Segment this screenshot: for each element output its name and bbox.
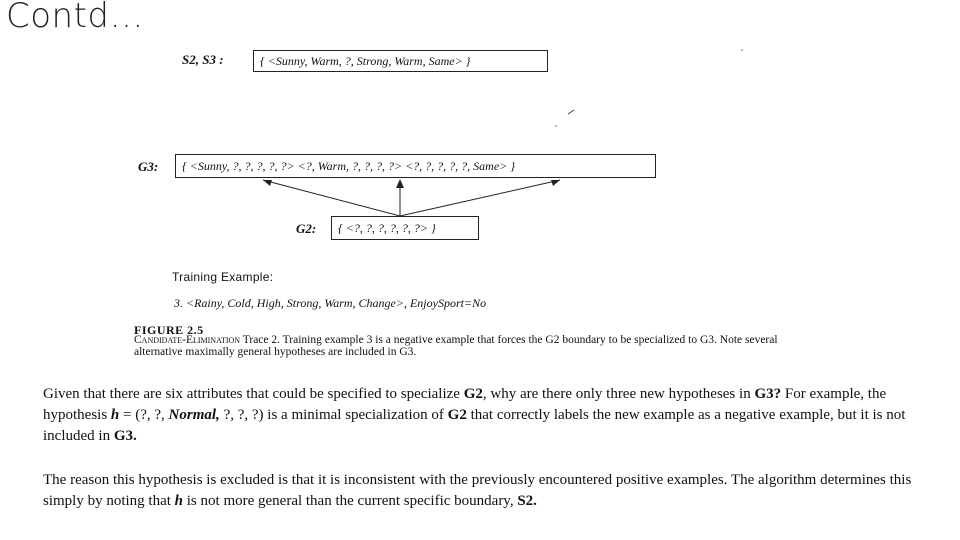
- p1-text-4: = (?, ?,: [119, 407, 169, 423]
- g3-label: G3:: [138, 159, 159, 174]
- p2-text-1: The reason this hypothesis is excluded is that it is inconsistent with the previously encountered positive examples. The algorithm determines this simply by noting that: [43, 472, 912, 509]
- p2-s2-term: S2.: [517, 493, 537, 509]
- arrow-g2-to-g3-left: [263, 180, 400, 216]
- p1-text-1: Given that there are six attributes that could be specified to specialize: [43, 386, 464, 402]
- caption-body: Trace 2. Training example 3 is a negative example that forces the G2 boundary to be specialized to G3. Note several alternative maximally general hypotheses are included in G3.: [134, 334, 778, 358]
- p1-text-3: For example, the hypothesis: [43, 386, 887, 423]
- figure-caption-heading: FIGURE 2.5: [134, 323, 204, 337]
- p2-h-term: h: [174, 493, 184, 509]
- s2-s3-box: { <Sunny, Warm, ?, Strong, Warm, Same> }: [253, 50, 548, 72]
- p1-g2-term-2: G2: [447, 407, 467, 423]
- caption-algorithm-name: Candidate-Elimination: [134, 334, 241, 346]
- arrowhead-right: [551, 180, 560, 186]
- paragraph-question: [43, 384, 933, 447]
- scan-speck: [555, 125, 557, 127]
- g2-label: G2:: [296, 221, 317, 236]
- p2-text-2: is not more general than the current specific boundary,: [183, 493, 518, 509]
- arrowhead-left: [263, 180, 272, 186]
- figure-caption-text: [134, 335, 784, 358]
- p1-g3-term: G3?: [754, 386, 782, 402]
- arrowhead-middle: [396, 179, 404, 188]
- p1-text-6: that correctly labels the new example as a negative example, but it is not included in: [43, 407, 906, 444]
- p1-h-term: h: [110, 407, 120, 423]
- scan-speck: [568, 110, 574, 114]
- arrow-g2-to-g3-right: [400, 180, 560, 216]
- slide-title: Contd…: [6, 0, 145, 36]
- g2-box: { <?, ?, ?, ?, ?, ?> }: [331, 216, 479, 240]
- training-example: 3. <Rainy, Cold, High, Strong, Warm, Change>, EnjoySport=No: [174, 296, 487, 310]
- paragraph-answer: [43, 470, 933, 512]
- training-example-heading: Training Example:: [172, 270, 274, 284]
- scan-speck: [741, 49, 743, 51]
- p1-text-5: ?, ?, ?) is a minimal specialization of: [219, 407, 448, 423]
- p1-g3-term-2: G3.: [113, 428, 137, 444]
- p1-g2-term: G2: [463, 386, 483, 402]
- g3-box: { <Sunny, ?, ?, ?, ?, ?> <?, Warm, ?, ?, ?, ?> <?, ?, ?, ?, ?, Same> }: [175, 154, 656, 178]
- p1-normal-term: Normal,: [168, 407, 220, 423]
- s2-s3-label: S2, S3 :: [182, 52, 224, 67]
- p1-text-2: , why are there only three new hypotheses in: [482, 386, 755, 402]
